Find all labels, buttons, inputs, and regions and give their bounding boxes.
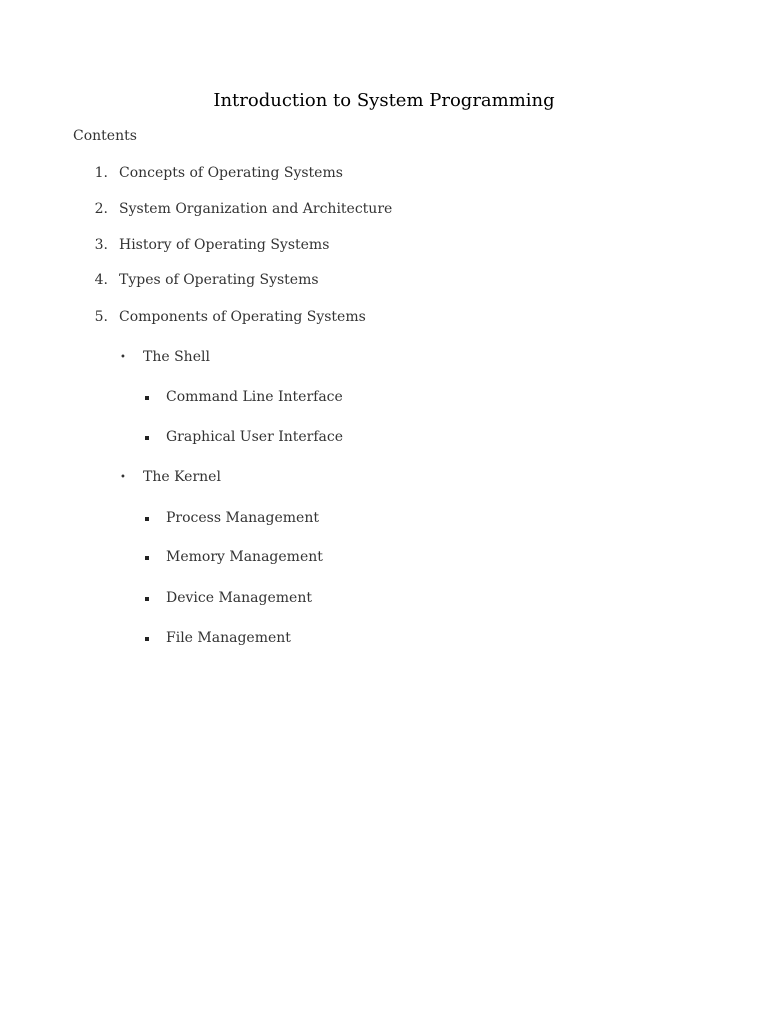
bullet-square-icon [145, 396, 149, 400]
toc-item-number: 5. [94, 309, 108, 325]
component-shell [0, 349, 768, 369]
document-title: Introduction to System Programming [213, 90, 555, 111]
bullet-square-icon [145, 556, 149, 560]
component-kernel [0, 469, 768, 489]
toc-item-text: Types of Operating Systems [119, 272, 319, 288]
toc-item-text: Concepts of Operating Systems [119, 165, 343, 181]
component-label: The Kernel [143, 469, 221, 485]
toc-item-number: 3. [94, 237, 108, 253]
subcomponent-label: Command Line Interface [166, 389, 343, 405]
bullet-square-icon [145, 597, 149, 601]
subcomponent-label: Memory Management [166, 549, 323, 565]
toc-item-text: System Organization and Architecture [119, 201, 393, 217]
bullet-dot-icon: • [120, 352, 126, 363]
subcomponent-label: Graphical User Interface [166, 429, 344, 445]
toc-item-2 [0, 201, 768, 221]
subcomponent-item [0, 590, 768, 610]
toc-item-5 [0, 309, 768, 329]
toc-item-text: History of Operating Systems [119, 237, 330, 253]
toc-item-number: 2. [94, 201, 108, 217]
subcomponent-item [0, 389, 768, 409]
subcomponent-item [0, 429, 768, 449]
toc-item-3 [0, 237, 768, 257]
subcomponent-item [0, 630, 768, 650]
subcomponent-item [0, 510, 768, 530]
bullet-square-icon [145, 637, 149, 641]
subcomponent-label: File Management [166, 630, 291, 646]
toc-item-number: 4. [94, 272, 108, 288]
toc-item-number: 1. [94, 165, 108, 181]
subcomponent-label: Process Management [166, 510, 319, 526]
subcomponent-item [0, 549, 768, 569]
bullet-square-icon [145, 517, 149, 521]
toc-item-1 [0, 165, 768, 185]
bullet-dot-icon: • [120, 472, 126, 483]
component-label: The Shell [143, 349, 210, 365]
contents-heading: Contents [73, 128, 137, 144]
subcomponent-label: Device Management [166, 590, 312, 606]
toc-item-4 [0, 272, 768, 292]
toc-item-text: Components of Operating Systems [119, 309, 366, 325]
bullet-square-icon [145, 436, 149, 440]
